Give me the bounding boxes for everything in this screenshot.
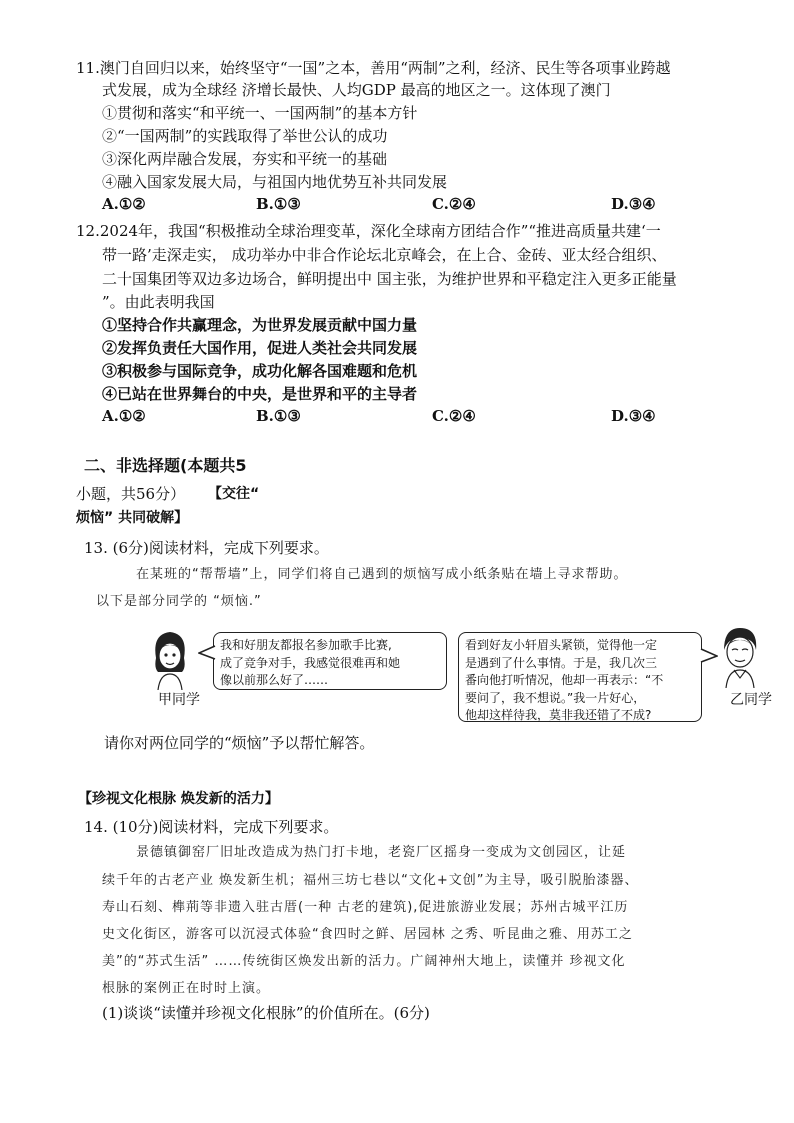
q13-stem: 13. (6分)阅读材料，完成下列要求。: [84, 539, 329, 557]
boy-student-icon: [716, 624, 764, 688]
speech-bubble-right: [458, 632, 702, 722]
q13-ask: 请你对两位同学的“烦恼”予以帮忙解答。: [104, 734, 375, 752]
section2-heading: 二、非选择题(本题共5: [84, 456, 247, 475]
bubble-right-line-2: 是遇到了什么事情。于是，我几次三: [465, 655, 658, 670]
q12-item-3: ③积极参与国际竞争，成功化解各国难题和危机: [102, 362, 418, 380]
q12-option-d[interactable]: D.③④: [611, 407, 656, 425]
q12-item-1: ①坚持合作共赢理念，为世界发展贡献中国力量: [102, 316, 418, 334]
q11-item-2: ②“一国两制”的实践取得了举世公认的成功: [102, 127, 388, 145]
q11-options: [102, 195, 682, 217]
q14-material-3: 寿山石刻、榫荊等非遗入驻古厝(一种 古老的建筑),促进旅游业发展；苏州古城平江历: [102, 900, 629, 915]
q12-options: [102, 407, 682, 429]
bubble-left-line-2: 成了竞争对手，我感觉很难再和她: [220, 655, 401, 670]
q14-material-5: 美”的“苏式生活” ……传统街区焕发出新的活力。广阔神州大地上，读懂并 珍视文化: [102, 954, 626, 969]
q11-option-d[interactable]: D.③④: [611, 195, 656, 213]
q13-material-2: 以下是部分同学的 “烦恼.”: [96, 594, 262, 609]
bubble-left-line-3: 像以前那么好了……: [220, 673, 329, 687]
q12-line3: 二十国集团等双边多边场合，鲜明提出中 国主张，为维护世界和平稳定注入更多正能量: [102, 270, 677, 288]
q11-line2: 式发展，成为全球经 济增长最快、人均GDP 最高的地区之一。这体现了澳门: [102, 81, 611, 99]
q11-item-1: ①贯彻和落实“和平统一、一国两制”的基本方针: [102, 104, 418, 122]
girl-student-icon: [148, 628, 192, 690]
q14-stem: 14. (10分)阅读材料，完成下列要求。: [84, 818, 339, 836]
q12-option-c[interactable]: C.②④: [432, 407, 476, 425]
q11-option-a[interactable]: A.①②: [102, 195, 146, 213]
bubble-right-line-5: 他却这样待我，莫非我还错了不成?: [465, 708, 652, 722]
q14-material-6: 根脉的案例正在时时上演。: [102, 981, 271, 996]
q14-material-4: 史文化街区，游客可以沉浸式体验“食四时之鲜、居园林 之秀、听昆曲之雅、用苏工之: [102, 927, 633, 942]
section2-line2: 小题，共56分）: [76, 485, 186, 503]
q14-material-1: 景德镇御窑厂旧址改造成为热门打卡地，老瓷厂区摇身一变成为文创园区，让延: [136, 845, 627, 860]
speech-bubble-left: [213, 632, 447, 690]
bubble-right-line-1: 看到好友小轩眉头紧锁，觉得他一定: [465, 638, 658, 652]
bubble-right-line-4: 要问了，我不想说。”我一片好心，: [465, 690, 646, 705]
q11-item-3: ③深化两岸融合发展，夯实和平统一的基础: [102, 150, 388, 168]
section2-topic-start: 【交往“: [208, 486, 260, 502]
q12-line4: ”。由此表明我国: [102, 293, 215, 311]
q11-option-c[interactable]: C.②④: [432, 195, 476, 213]
q12-line2: 带一路’走深走实， 成功举办中非合作论坛北京峰会，在上合、金砖、亚太经合组织、: [102, 246, 667, 264]
bubble-left-tail-icon: [198, 645, 216, 661]
q12-item-4: ④已站在世界舞台的中央，是世界和平的主导者: [102, 385, 418, 403]
q11-item-4: ④融入国家发展大局，与祖国内地优势互补共同发展: [102, 173, 448, 191]
q11-line1: 11.澳门自回归以来，始终坚守“一国”之本，善用“两制”之利，经济、民生等各项事业跨越: [76, 59, 671, 77]
q11-option-b[interactable]: B.①③: [256, 195, 301, 213]
q12-option-b[interactable]: B.①③: [256, 407, 301, 425]
label-student-a: 甲同学: [158, 692, 200, 708]
q13-material-1: 在某班的“帮帮墙”上，同学们将自己遇到的烦恼写成小纸条贴在墙上寻求帮助。: [136, 567, 628, 582]
bubble-left-line-1: 我和好朋友都报名参加歌手比赛,: [220, 638, 392, 652]
q14-material-2: 续千年的古老产业 焕发新生机；福州三坊七巷以“文化+文创”为主导，吸引脱胎漆器、: [102, 873, 639, 888]
section2-topic-end: 烦恼” 共同破解】: [76, 510, 189, 526]
q12-option-a[interactable]: A.①②: [102, 407, 146, 425]
q12-item-2: ②发挥负责任大国作用，促进人类社会共同发展: [102, 339, 418, 357]
q14-sub1: (1)谈谈“读懂并珍视文化根脉”的价值所在。(6分): [102, 1004, 430, 1022]
label-student-b: 乙同学: [730, 692, 772, 708]
q12-line1: 12.2024年，我国“积极推动全球治理变革，深化全球南方团结合作”“推进高质量共建‘一: [76, 222, 661, 240]
section3-heading: 【珍视文化根脉 焕发新的活力】: [78, 791, 279, 807]
bubble-right-line-3: 番向他打听情况，他却一再表示：“不: [465, 673, 664, 687]
